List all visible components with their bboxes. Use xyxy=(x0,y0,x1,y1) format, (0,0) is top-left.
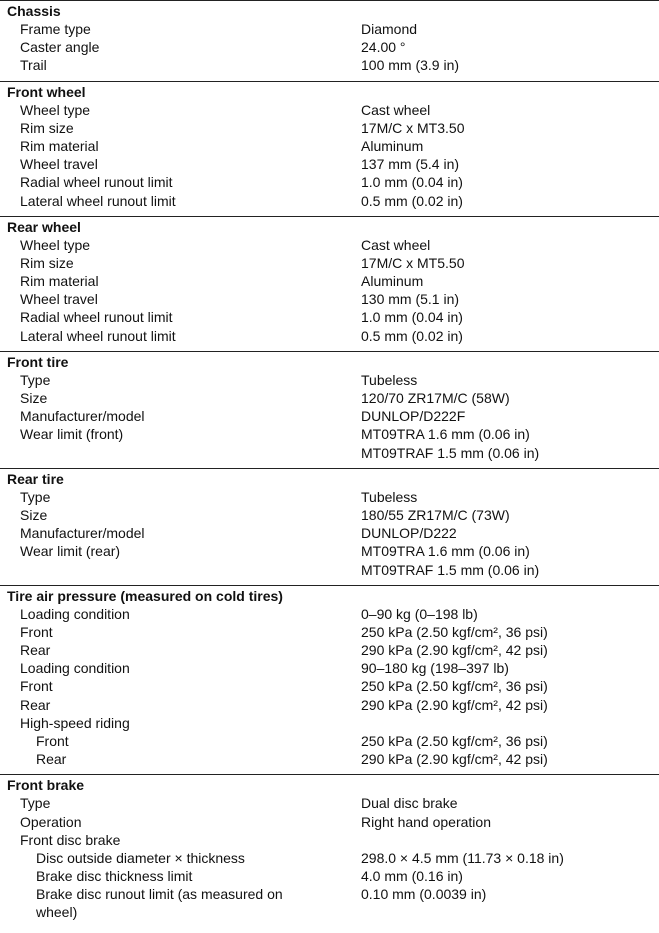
spec-label: Type xyxy=(20,488,51,505)
spec-value: Diamond xyxy=(361,21,418,37)
spec-label: Rear xyxy=(20,642,51,659)
spec-label: Lateral wheel runout limit xyxy=(20,327,176,344)
spec-label: High-speed riding xyxy=(20,714,130,731)
spec-value: 250 kPa (2.50 kgf/cm², 36 psi) xyxy=(361,733,548,749)
spec-row xyxy=(0,119,659,137)
spec-row xyxy=(0,867,659,885)
spec-row xyxy=(0,732,659,750)
spec-label: Front xyxy=(20,678,53,695)
spec-section xyxy=(0,351,659,468)
spec-value: 90–180 kg (198–397 lb) xyxy=(361,660,509,677)
spec-value: 17M/C x MT5.50 xyxy=(361,254,465,271)
spec-row xyxy=(0,488,659,506)
spec-row xyxy=(0,714,659,732)
spec-section xyxy=(0,81,659,216)
spec-row xyxy=(0,623,659,641)
spec-row xyxy=(0,444,659,462)
spec-section xyxy=(0,585,659,775)
spec-value: MT09TRAF 1.5 mm (0.06 in) xyxy=(361,444,540,461)
spec-section xyxy=(0,0,659,81)
spec-row xyxy=(0,677,659,695)
spec-label: Rim size xyxy=(20,254,74,271)
spec-label: Rim material xyxy=(20,137,99,154)
spec-row xyxy=(0,155,659,173)
section-title: Front wheel xyxy=(7,83,86,100)
spec-row xyxy=(0,290,659,308)
spec-row xyxy=(0,38,659,56)
spec-row xyxy=(0,56,659,74)
spec-label: Front disc brake xyxy=(20,831,121,848)
spec-value: 180/55 ZR17M/C (73W) xyxy=(361,506,510,523)
spec-value: 1.0 mm (0.04 in) xyxy=(361,174,463,191)
spec-label: Rim material xyxy=(20,273,99,290)
spec-label: Caster angle xyxy=(20,39,100,56)
spec-value: 250 kPa (2.50 kgf/cm², 36 psi) xyxy=(361,678,548,695)
spec-row xyxy=(0,524,659,542)
spec-value: 120/70 ZR17M/C (58W) xyxy=(361,390,510,406)
spec-value: 290 kPa (2.90 kgf/cm², 42 psi) xyxy=(361,751,548,768)
spec-label: Loading condition xyxy=(20,605,130,622)
spec-row xyxy=(0,389,659,407)
spec-row xyxy=(0,173,659,191)
spec-row xyxy=(0,542,659,560)
spec-label: Size xyxy=(20,390,48,406)
spec-label: Front xyxy=(20,623,53,640)
spec-label: Disc outside diameter × thickness xyxy=(36,849,245,866)
spec-label: Frame type xyxy=(20,21,91,37)
spec-label: Rim size xyxy=(20,119,74,136)
spec-row xyxy=(0,849,659,867)
spec-value: MT09TRAF 1.5 mm (0.06 in) xyxy=(361,561,540,578)
spec-row xyxy=(0,831,659,849)
spec-section xyxy=(0,468,659,585)
spec-value: Cast wheel xyxy=(361,236,431,253)
spec-row xyxy=(0,641,659,659)
spec-section xyxy=(0,216,659,351)
spec-label: Wear limit (front) xyxy=(20,426,124,443)
spec-label: Type xyxy=(20,795,51,812)
spec-row xyxy=(0,696,659,714)
spec-value: MT09TRA 1.6 mm (0.06 in) xyxy=(361,426,530,443)
spec-row xyxy=(0,236,659,254)
spec-label: Loading condition xyxy=(20,660,130,677)
spec-value: Dual disc brake xyxy=(361,795,458,812)
spec-row xyxy=(0,659,659,677)
section-title: Chassis xyxy=(7,3,61,19)
spec-value: Tubeless xyxy=(361,371,418,388)
spec-value: 137 mm (5.4 in) xyxy=(361,156,460,173)
spec-row xyxy=(0,371,659,389)
spec-label: Trail xyxy=(20,57,47,74)
spec-label: Wear limit (rear) xyxy=(20,543,121,560)
spec-label: Rear xyxy=(20,696,51,713)
spec-label: Operation xyxy=(20,813,82,830)
spec-value: 24.00 ° xyxy=(361,39,406,56)
spec-value: 4.0 mm (0.16 in) xyxy=(361,868,463,885)
spec-row xyxy=(0,308,659,326)
spec-value: 100 mm (3.9 in) xyxy=(361,57,460,74)
spec-row xyxy=(0,192,659,210)
section-title: Rear wheel xyxy=(7,218,81,235)
spec-row xyxy=(0,794,659,812)
spec-value: Aluminum xyxy=(361,273,424,290)
spec-row xyxy=(0,20,659,38)
spec-label: Wheel type xyxy=(20,236,91,253)
spec-row xyxy=(0,327,659,345)
section-title: Front tire xyxy=(7,353,69,370)
spec-row xyxy=(0,750,659,768)
spec-row xyxy=(0,407,659,425)
section-title: Tire air pressure (measured on cold tires) xyxy=(7,587,283,604)
spec-value: 250 kPa (2.50 kgf/cm², 36 psi) xyxy=(361,623,548,640)
spec-row xyxy=(0,425,659,443)
spec-row xyxy=(0,605,659,623)
spec-row xyxy=(0,101,659,119)
spec-label: Size xyxy=(20,506,48,523)
spec-label: Radial wheel runout limit xyxy=(20,174,173,191)
section-title: Front brake xyxy=(7,777,85,794)
spec-label: Lateral wheel runout limit xyxy=(20,192,176,209)
spec-value: 298.0 × 4.5 mm (11.73 × 0.18 in) xyxy=(361,849,564,866)
spec-value: 0.5 mm (0.02 in) xyxy=(361,192,463,209)
spec-label: Manufacturer/model xyxy=(20,408,145,425)
spec-value: 1.0 mm (0.04 in) xyxy=(361,309,463,326)
spec-label: Brake disc thickness limit xyxy=(36,868,193,885)
spec-value: Aluminum xyxy=(361,137,424,154)
spec-label: Front xyxy=(36,733,69,749)
spec-row xyxy=(0,254,659,272)
spec-label: Wheel travel xyxy=(20,291,98,308)
spec-label: Manufacturer/model xyxy=(20,525,145,542)
spec-value: 130 mm (5.1 in) xyxy=(361,291,460,308)
spec-label: Rear xyxy=(36,751,67,768)
spec-value: 290 kPa (2.90 kgf/cm², 42 psi) xyxy=(361,696,548,713)
spec-value: 17M/C x MT3.50 xyxy=(361,119,465,136)
spec-row xyxy=(0,272,659,290)
spec-label: Type xyxy=(20,371,51,388)
spec-value: Right hand operation xyxy=(361,813,491,830)
spec-value: MT09TRA 1.6 mm (0.06 in) xyxy=(361,543,530,560)
spec-row xyxy=(0,506,659,524)
spec-section xyxy=(0,774,659,927)
spec-row xyxy=(0,561,659,579)
spec-row xyxy=(0,137,659,155)
spec-value: Cast wheel xyxy=(361,101,431,118)
spec-row xyxy=(0,813,659,831)
spec-value: DUNLOP/D222F xyxy=(361,408,466,425)
spec-label: Wheel type xyxy=(20,101,91,118)
spec-value: 0.5 mm (0.02 in) xyxy=(361,327,463,344)
section-title: Rear tire xyxy=(7,470,64,487)
spec-value: 290 kPa (2.90 kgf/cm², 42 psi) xyxy=(361,642,548,659)
spec-row xyxy=(0,885,659,921)
spec-value: Tubeless xyxy=(361,488,418,505)
spec-value: 0.10 mm (0.0039 in) xyxy=(361,886,487,903)
spec-label: Brake disc runout limit (as measured on wheel) xyxy=(36,886,283,921)
spec-label: Wheel travel xyxy=(20,156,98,173)
spec-value: DUNLOP/D222 xyxy=(361,525,457,542)
spec-value: 0–90 kg (0–198 lb) xyxy=(361,605,478,622)
spec-label: Radial wheel runout limit xyxy=(20,309,173,326)
